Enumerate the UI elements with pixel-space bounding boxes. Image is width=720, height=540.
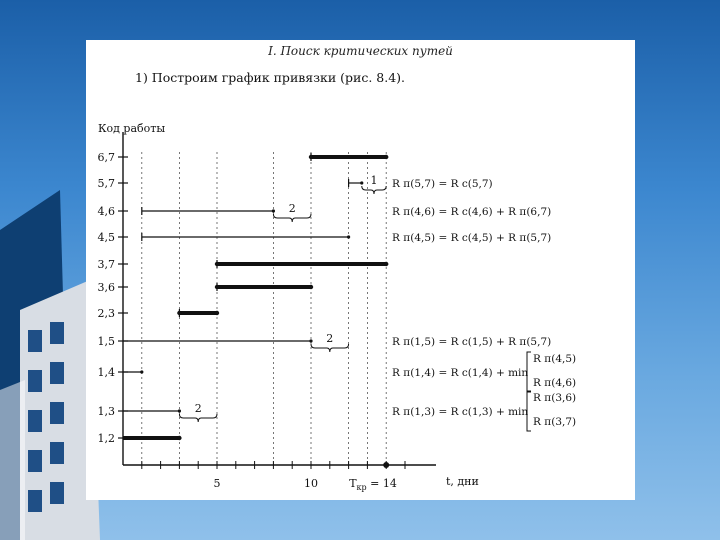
task-label: 5,7 — [97, 177, 115, 190]
task-rows — [98, 151, 389, 445]
guide-lines — [142, 152, 386, 465]
float-brace — [362, 186, 386, 194]
task-label: 1,5 — [97, 335, 115, 348]
task-label: 3,7 — [97, 258, 115, 271]
bar-end-dot — [272, 209, 275, 212]
float-brace — [179, 414, 217, 422]
bar-end-dot — [309, 339, 312, 342]
y-axis-label: Код работы — [98, 122, 166, 135]
bar-start-dot — [215, 262, 219, 266]
min-option-text: R п(4,5) — [533, 353, 577, 365]
bar-end-dot — [384, 155, 388, 159]
task-label: 1,2 — [97, 432, 115, 445]
task-label: 3,6 — [97, 281, 115, 294]
float-brace — [273, 214, 311, 222]
bar-end-dot — [140, 370, 143, 373]
min-option-text: R п(3,7) — [533, 416, 577, 428]
formula-text: R п(4,5) = R с(4,5) + R п(5,7) — [392, 232, 552, 244]
formula-text: R п(4,6) = R с(4,6) + R п(6,7) — [392, 206, 552, 218]
formula-text: R п(1,3) = R с(1,3) + min — [392, 406, 529, 418]
formula-annotations — [392, 178, 576, 431]
bar-end-dot — [384, 262, 388, 266]
tkr-label: $T_{кр} = 14$ — [349, 477, 397, 492]
bar-start-dot — [309, 155, 313, 159]
gantt-chart — [86, 40, 635, 500]
task-label: 1,4 — [97, 366, 115, 379]
task-label: 6,7 — [97, 151, 115, 164]
slide-subtitle: 1) Построим график привязки (рис. 8.4). — [135, 70, 406, 85]
task-label: 4,5 — [97, 231, 115, 244]
min-option-text: R п(4,6) — [533, 377, 577, 389]
x-axis-label: t, дни — [446, 475, 479, 488]
float-brace — [311, 344, 349, 352]
bar-start-dot — [177, 311, 181, 315]
formula-text: R п(5,7) = R с(5,7) — [392, 178, 493, 190]
bar-end-dot — [347, 235, 350, 238]
bar-end-dot — [360, 181, 363, 184]
float-value-label: 2 — [194, 402, 202, 415]
slide-panel — [86, 40, 635, 500]
bar-end-dot — [215, 311, 219, 315]
x-tick-label: 10 — [304, 477, 318, 490]
float-value-label: 1 — [370, 174, 378, 187]
bar-end-dot — [177, 436, 181, 440]
formula-text: R п(1,4) = R с(1,4) + min — [392, 367, 529, 379]
slide-title: I. Поиск критических путей — [268, 44, 453, 58]
float-value-label: 2 — [288, 202, 296, 215]
float-value-label: 2 — [326, 332, 334, 345]
min-option-text: R п(3,6) — [533, 392, 577, 404]
formula-text: R п(1,5) = R с(1,5) + R п(5,7) — [392, 336, 552, 348]
tkr-marker — [383, 462, 389, 468]
task-label: 1,3 — [97, 405, 115, 418]
bar-start-dot — [215, 285, 219, 289]
bar-end-dot — [309, 285, 313, 289]
bar-end-dot — [178, 409, 181, 412]
task-label: 2,3 — [97, 307, 115, 320]
task-label: 4,6 — [97, 205, 115, 218]
x-tick-label: 5 — [213, 477, 221, 490]
